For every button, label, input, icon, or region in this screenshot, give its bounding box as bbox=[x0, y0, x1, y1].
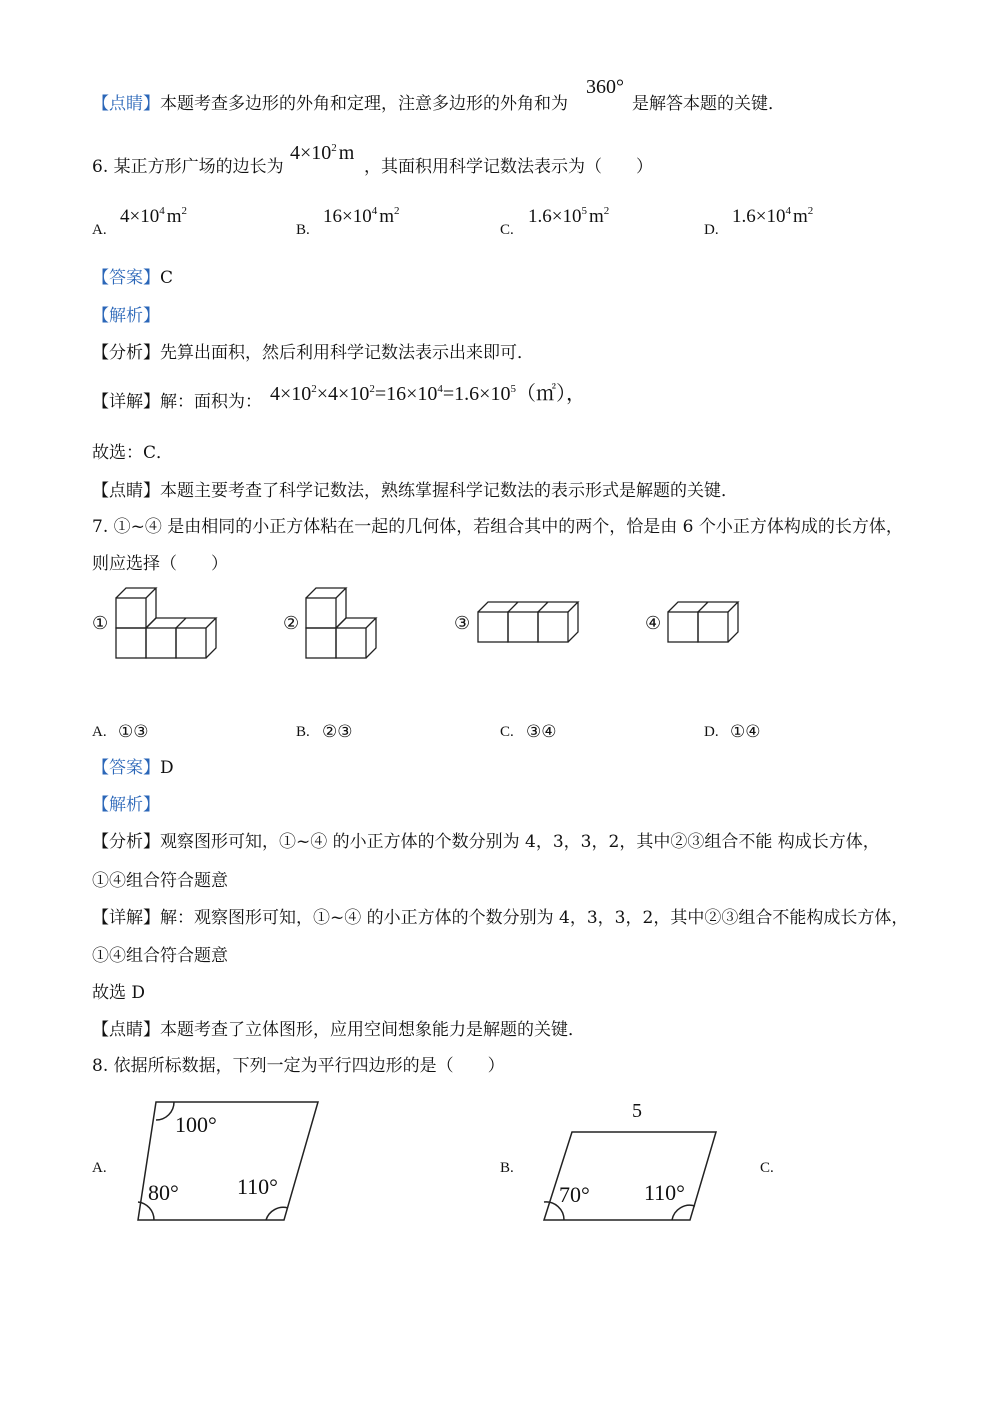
q7-figure-label-4: ④ bbox=[645, 613, 662, 634]
q7-figure-4 bbox=[664, 598, 744, 648]
q7-xiangjie-2: ①④组合符合题意 bbox=[92, 946, 228, 966]
q7-stem-line1: 7. ①~④ 是由相同的小正方体粘在一起的几何体，若组合其中的两个，恰是由 6 个小正方体构成的长方体， bbox=[92, 517, 903, 537]
q8-a-angle-top: 100° bbox=[175, 1112, 217, 1137]
q5-note-tag: 【点睛】 bbox=[92, 94, 160, 114]
q7-answer: 【答案】D bbox=[92, 758, 174, 778]
q6-stem-math: $4\times 10^2$ m bbox=[290, 142, 355, 164]
q8-stem: 8. 依据所标数据，下列一定为平行四边形的是（ ） bbox=[92, 1056, 505, 1076]
q7-xiangjie: 【详解】解：观察图形可知，①~④ 的小正方体的个数分别为 4，3，3，2，其中②③组合不能构成长方体， bbox=[92, 908, 909, 928]
q7-figure-label-2: ② bbox=[283, 613, 300, 634]
q5-note-post: 是解答本题的关键． bbox=[632, 94, 785, 114]
q8-figure-a bbox=[130, 1096, 330, 1226]
q7-fenxi: 【分析】观察图形可知，①~④ 的小正方体的个数分别为 4，3，3，2，其中②③组合不能 构成长方体， bbox=[92, 832, 880, 852]
q6-fenxi: 【分析】先算出面积，然后利用科学记数法表示出来即可． bbox=[92, 343, 534, 363]
q7-figure-1 bbox=[112, 584, 222, 664]
q6-xiangjie: 【详解】解：面积为： bbox=[92, 392, 262, 412]
q7-stem-line2: 则应选择（ ） bbox=[92, 554, 228, 574]
q7-note: 【点睛】本题考查了立体图形，应用空间想象能力是解题的关键． bbox=[92, 1020, 585, 1040]
q6-select: 故选：C． bbox=[92, 443, 174, 463]
q8-b-angle-right: 110° bbox=[644, 1180, 685, 1205]
q6-note: 【点睛】本题主要考查了科学记数法，熟练掌握科学记数法的表示形式是解题的关键． bbox=[92, 481, 738, 501]
q8-a-angle-left: 80° bbox=[148, 1180, 179, 1205]
q6-stem-post: ，其面积用科学记数法表示为（ ） bbox=[364, 157, 653, 177]
q8-a-angle-right: 110° bbox=[237, 1174, 278, 1199]
q6-answer: 【答案】C bbox=[92, 268, 174, 288]
q7-figure-3 bbox=[474, 598, 584, 648]
q8-option-a-label[interactable]: A. bbox=[92, 1160, 107, 1176]
q6-stem-pre: 6. 某正方形广场的边长为 bbox=[92, 157, 284, 177]
q8-option-c-label[interactable]: C. bbox=[760, 1160, 774, 1176]
q5-note bbox=[92, 92, 568, 116]
q5-note-pre: 本题考查多边形的外角和定理，注意多边形的外角和为 bbox=[160, 94, 568, 114]
q6-analysis-tag: 【解析】 bbox=[92, 306, 160, 326]
q8-b-angle-left: 70° bbox=[559, 1182, 590, 1207]
q5-note-math: 360° bbox=[586, 76, 624, 98]
q7-analysis-tag: 【解析】 bbox=[92, 795, 160, 815]
q8-figure-b bbox=[538, 1126, 728, 1226]
q8-option-b-label[interactable]: B. bbox=[500, 1160, 514, 1176]
q7-fenxi-2: ①④组合符合题意 bbox=[92, 871, 228, 891]
q8-b-top-length: 5 bbox=[632, 1100, 642, 1122]
q7-figure-label-3: ③ bbox=[454, 613, 471, 634]
q7-figure-label-1: ① bbox=[92, 613, 109, 634]
q7-figure-2 bbox=[302, 584, 382, 664]
q7-select: 故选 D bbox=[92, 983, 146, 1003]
q6-calc: $4\times 10^2\times 4\times 10^2=16\times 10^4=1.6\times 10^5(㎡)$， bbox=[270, 383, 586, 405]
